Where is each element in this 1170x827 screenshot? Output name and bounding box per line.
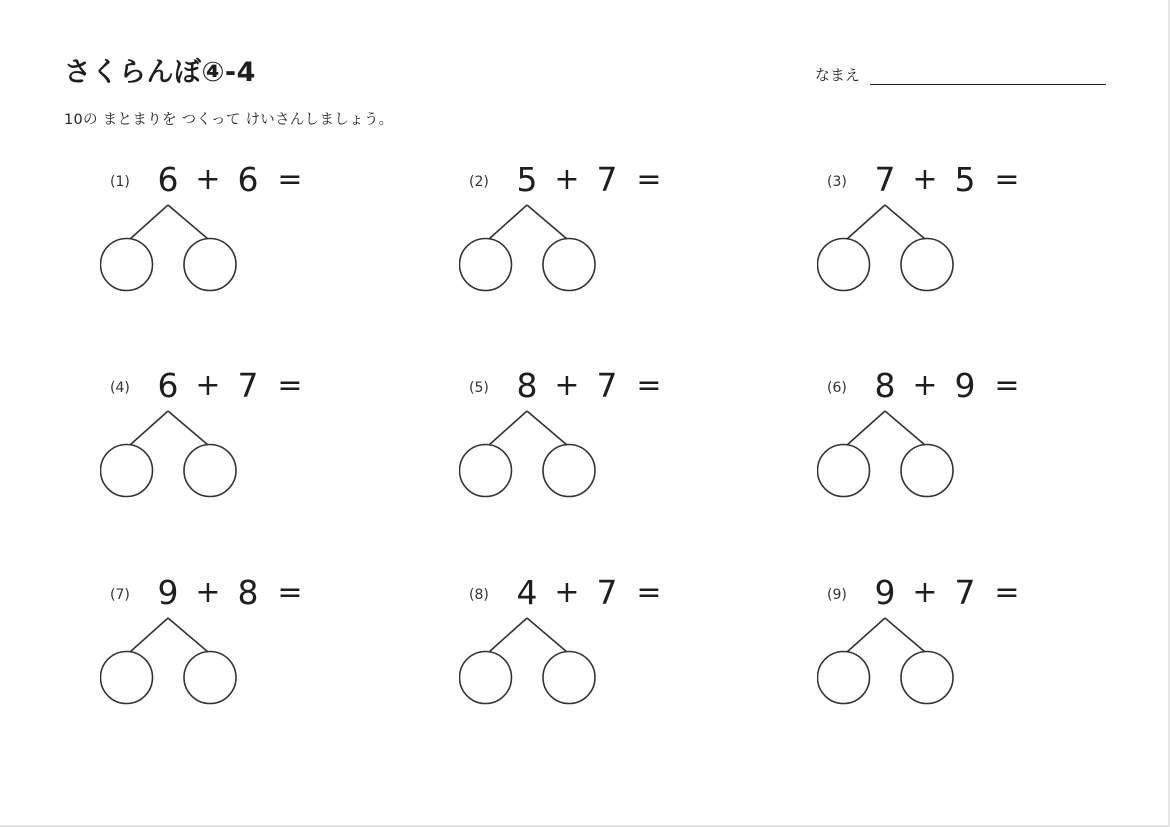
plus-sign: + bbox=[912, 575, 938, 610]
answer-circle-right[interactable] bbox=[543, 445, 595, 497]
problem-6 bbox=[817, 363, 1057, 563]
cherry-stem-left bbox=[489, 411, 527, 445]
addend-a: 7 bbox=[874, 160, 896, 199]
answer-circle-left[interactable] bbox=[460, 445, 512, 497]
answer-circle-left[interactable] bbox=[818, 652, 870, 704]
cherry-stem-left bbox=[130, 618, 168, 652]
problem-8 bbox=[459, 570, 699, 770]
cherry-diagram bbox=[459, 407, 599, 502]
answer-circle-left[interactable] bbox=[101, 652, 153, 704]
plus-sign: + bbox=[912, 162, 938, 197]
answer-circle-left[interactable] bbox=[101, 239, 153, 291]
problem-number: (5) bbox=[469, 380, 489, 396]
cherry-stem-right bbox=[168, 411, 208, 445]
answer-circle-right[interactable] bbox=[543, 239, 595, 291]
addend-a: 5 bbox=[516, 160, 538, 199]
name-write-line[interactable] bbox=[870, 84, 1106, 85]
problem-number: (1) bbox=[110, 174, 130, 190]
equals-sign: = bbox=[636, 162, 662, 197]
addend-a: 8 bbox=[516, 366, 538, 405]
cherry-stem-right bbox=[168, 618, 208, 652]
cherry-stem-right bbox=[527, 205, 567, 239]
cherry-stem-right bbox=[885, 205, 925, 239]
cherry-stem-left bbox=[489, 205, 527, 239]
answer-circle-right[interactable] bbox=[543, 652, 595, 704]
equals-sign: = bbox=[277, 368, 303, 403]
problem-number: (4) bbox=[110, 380, 130, 396]
cherry-stem-right bbox=[527, 411, 567, 445]
cherry-diagram bbox=[100, 201, 240, 296]
equals-sign: = bbox=[277, 575, 303, 610]
addend-b: 7 bbox=[596, 160, 618, 199]
cherry-diagram bbox=[459, 614, 599, 709]
problem-9 bbox=[817, 570, 1057, 770]
name-label: なまえ bbox=[815, 66, 861, 84]
addend-a: 6 bbox=[157, 366, 179, 405]
addend-b: 6 bbox=[237, 160, 259, 199]
problem-7 bbox=[100, 570, 340, 770]
addend-b: 9 bbox=[954, 366, 976, 405]
cherry-stem-right bbox=[527, 618, 567, 652]
addend-b: 5 bbox=[954, 160, 976, 199]
equals-sign: = bbox=[994, 368, 1020, 403]
answer-circle-left[interactable] bbox=[460, 239, 512, 291]
cherry-stem-left bbox=[847, 411, 885, 445]
answer-circle-right[interactable] bbox=[901, 652, 953, 704]
addend-a: 6 bbox=[157, 160, 179, 199]
equals-sign: = bbox=[277, 162, 303, 197]
cherry-stem-right bbox=[885, 618, 925, 652]
addend-b: 7 bbox=[954, 573, 976, 612]
addend-b: 8 bbox=[237, 573, 259, 612]
equals-sign: = bbox=[636, 368, 662, 403]
problem-2 bbox=[459, 157, 699, 357]
cherry-diagram bbox=[459, 201, 599, 296]
problem-number: (9) bbox=[827, 587, 847, 603]
answer-circle-right[interactable] bbox=[184, 652, 236, 704]
answer-circle-left[interactable] bbox=[460, 652, 512, 704]
cherry-stem-left bbox=[130, 411, 168, 445]
answer-circle-right[interactable] bbox=[901, 239, 953, 291]
cherry-stem-left bbox=[130, 205, 168, 239]
cherry-diagram bbox=[817, 201, 957, 296]
addend-a: 9 bbox=[874, 573, 896, 612]
problem-number: (3) bbox=[827, 174, 847, 190]
plus-sign: + bbox=[195, 575, 221, 610]
addend-a: 9 bbox=[157, 573, 179, 612]
plus-sign: + bbox=[195, 162, 221, 197]
addend-b: 7 bbox=[596, 366, 618, 405]
problem-number: (6) bbox=[827, 380, 847, 396]
problem-1 bbox=[100, 157, 340, 357]
problem-5 bbox=[459, 363, 699, 563]
answer-circle-right[interactable] bbox=[184, 239, 236, 291]
cherry-diagram bbox=[100, 614, 240, 709]
cherry-stem-left bbox=[847, 618, 885, 652]
cherry-stem-left bbox=[489, 618, 527, 652]
cherry-diagram bbox=[817, 407, 957, 502]
addend-b: 7 bbox=[237, 366, 259, 405]
cherry-stem-right bbox=[168, 205, 208, 239]
equals-sign: = bbox=[994, 162, 1020, 197]
problem-4 bbox=[100, 363, 340, 563]
answer-circle-right[interactable] bbox=[184, 445, 236, 497]
cherry-diagram bbox=[817, 614, 957, 709]
plus-sign: + bbox=[912, 368, 938, 403]
problem-number: (8) bbox=[469, 587, 489, 603]
addend-a: 8 bbox=[874, 366, 896, 405]
addend-a: 4 bbox=[516, 573, 538, 612]
cherry-diagram bbox=[100, 407, 240, 502]
plus-sign: + bbox=[554, 575, 580, 610]
problem-number: (2) bbox=[469, 174, 489, 190]
problem-3 bbox=[817, 157, 1057, 357]
addend-b: 7 bbox=[596, 573, 618, 612]
answer-circle-left[interactable] bbox=[101, 445, 153, 497]
answer-circle-left[interactable] bbox=[818, 239, 870, 291]
problem-number: (7) bbox=[110, 587, 130, 603]
instruction-text: 10の まとまりを つくって けいさんしましょう。 bbox=[64, 112, 394, 128]
cherry-stem-left bbox=[847, 205, 885, 239]
equals-sign: = bbox=[636, 575, 662, 610]
answer-circle-left[interactable] bbox=[818, 445, 870, 497]
answer-circle-right[interactable] bbox=[901, 445, 953, 497]
plus-sign: + bbox=[554, 368, 580, 403]
cherry-stem-right bbox=[885, 411, 925, 445]
worksheet-title: さくらんぼ④-4 bbox=[64, 57, 256, 88]
plus-sign: + bbox=[554, 162, 580, 197]
plus-sign: + bbox=[195, 368, 221, 403]
equals-sign: = bbox=[994, 575, 1020, 610]
